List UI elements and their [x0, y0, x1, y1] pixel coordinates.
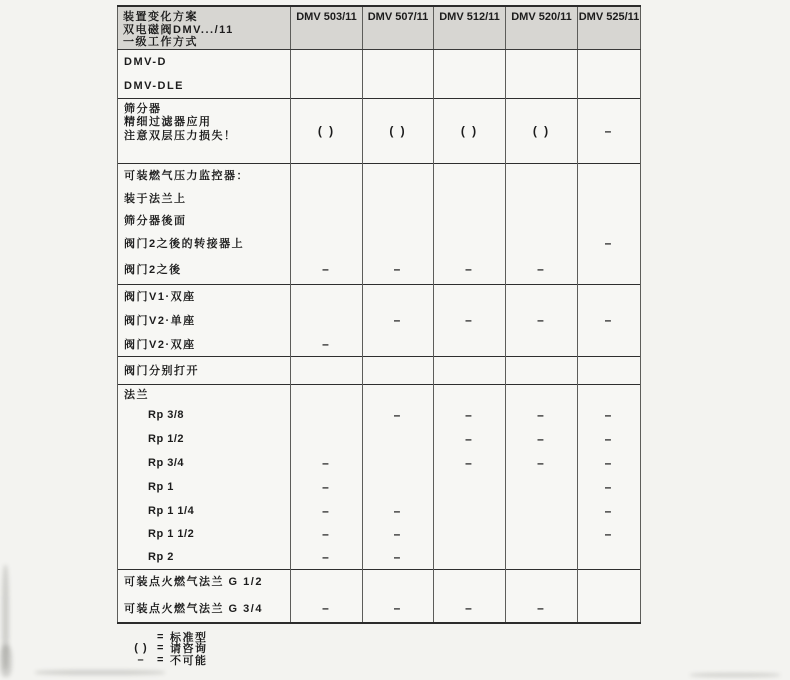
data-cell: – [578, 403, 641, 427]
data-cell [506, 163, 578, 187]
data-cell [291, 569, 363, 593]
data-cell [506, 499, 578, 522]
legend-row-not-possible [125, 654, 641, 666]
data-cell [291, 284, 363, 308]
data-cell: – [291, 475, 363, 499]
table-row [118, 356, 641, 384]
data-cell [291, 308, 363, 332]
row-label: 装于法兰上 [118, 187, 291, 209]
data-cell [578, 356, 641, 384]
table-body [118, 49, 641, 623]
data-cell [363, 475, 434, 499]
data-cell: – [506, 451, 578, 475]
row-label: Rp 3/8 [118, 403, 291, 427]
column-header-dmv-512-11: DMV 512/11 [434, 6, 506, 49]
column-header-dmv-520-11: DMV 520/11 [506, 6, 578, 49]
data-cell: – [578, 522, 641, 546]
data-cell: ( ) [291, 98, 363, 163]
table-title [118, 6, 291, 49]
row-label: Rp 1/2 [118, 427, 291, 451]
row-label: 阀门2之後的转接器上 [118, 231, 291, 254]
row-label: 阀门分别打开 [118, 356, 291, 384]
data-cell: – [363, 254, 434, 284]
table-row [118, 384, 641, 403]
data-cell: – [363, 522, 434, 546]
data-cell [506, 49, 578, 74]
legend-text-standard: 标准型 [170, 631, 208, 644]
data-cell [434, 475, 506, 499]
data-cell [363, 209, 434, 231]
data-cell [578, 569, 641, 593]
data-cell: – [578, 499, 641, 522]
data-cell [291, 231, 363, 254]
data-cell [363, 356, 434, 384]
row-label: Rp 1 1/2 [118, 522, 291, 546]
data-cell: – [291, 451, 363, 475]
data-cell [578, 209, 641, 231]
table-row [118, 593, 641, 623]
data-cell [434, 74, 506, 98]
data-cell [434, 231, 506, 254]
table-row [118, 522, 641, 546]
data-cell [506, 546, 578, 569]
row-label: 阀门V2·单座 [118, 308, 291, 332]
data-cell [506, 187, 578, 209]
data-cell [434, 49, 506, 74]
data-cell: – [506, 427, 578, 451]
data-cell [506, 74, 578, 98]
row-label: Rp 1 [118, 475, 291, 499]
data-cell: – [363, 499, 434, 522]
data-cell [434, 569, 506, 593]
equals-sign: = [157, 630, 164, 643]
data-cell [578, 163, 641, 187]
row-label [118, 98, 291, 163]
data-cell [363, 163, 434, 187]
table-row [118, 98, 641, 163]
data-cell [434, 546, 506, 569]
data-cell: – [434, 593, 506, 623]
data-cell: – [291, 332, 363, 356]
data-cell [363, 332, 434, 356]
table-row [118, 499, 641, 522]
data-cell: – [506, 403, 578, 427]
table-row [118, 475, 641, 499]
column-header-dmv-507-11: DMV 507/11 [363, 6, 434, 49]
data-cell: – [506, 308, 578, 332]
data-cell: – [506, 254, 578, 284]
data-cell [363, 427, 434, 451]
data-cell: – [434, 308, 506, 332]
data-cell [434, 384, 506, 403]
data-cell [291, 356, 363, 384]
table-row [118, 403, 641, 427]
table-title-line-3: 一级工作方式 [123, 36, 198, 48]
data-cell: – [291, 522, 363, 546]
table-title-line-2: 双电磁阀DMV.../11 [123, 23, 234, 36]
data-cell [578, 74, 641, 98]
data-cell [434, 499, 506, 522]
data-cell [291, 49, 363, 74]
scan-artifact [690, 673, 780, 677]
data-cell [363, 384, 434, 403]
data-cell [291, 163, 363, 187]
data-cell: – [578, 451, 641, 475]
row-label-line: 精细过滤器应用 [124, 116, 212, 128]
table-row [118, 254, 641, 284]
table-row [118, 74, 641, 98]
data-cell [434, 163, 506, 187]
data-cell: ( ) [363, 98, 434, 163]
row-label: Rp 2 [118, 546, 291, 569]
data-cell [434, 209, 506, 231]
row-label: DMV-D [118, 49, 291, 74]
data-cell [434, 522, 506, 546]
data-cell [578, 546, 641, 569]
data-cell [506, 475, 578, 499]
legend-text-consult: 请咨询 [170, 643, 208, 656]
data-cell [363, 569, 434, 593]
data-cell [363, 451, 434, 475]
data-cell [506, 209, 578, 231]
row-label: Rp 3/4 [118, 451, 291, 475]
data-cell [363, 74, 434, 98]
data-cell [506, 569, 578, 593]
row-label-line: 注意双层压力损失！ [124, 129, 237, 142]
data-cell [363, 284, 434, 308]
data-cell [363, 49, 434, 74]
row-label: 可装点火燃气法兰 G 3/4 [118, 593, 291, 623]
column-header-dmv-503-11: DMV 503/11 [291, 6, 363, 49]
table-row [118, 569, 641, 593]
data-cell: – [434, 451, 506, 475]
data-cell [506, 284, 578, 308]
data-cell: – [434, 403, 506, 427]
data-cell: – [363, 546, 434, 569]
table-row [118, 209, 641, 231]
data-cell: – [578, 231, 641, 254]
data-cell: – [363, 593, 434, 623]
row-label: 法兰 [118, 384, 291, 403]
table-title-line-1: 装置变化方案 [123, 11, 198, 23]
row-label: 阀门V2·双座 [118, 332, 291, 356]
scan-artifact [35, 670, 165, 675]
row-label-line: 筛分器 [124, 102, 162, 115]
data-cell [578, 284, 641, 308]
row-label: 可装燃气压力监控器： [118, 163, 291, 187]
data-cell [578, 332, 641, 356]
table-row [118, 427, 641, 451]
data-cell: – [578, 308, 641, 332]
row-label: Rp 1 1/4 [118, 499, 291, 522]
data-cell [578, 49, 641, 74]
legend-symbol-not-possible: – [137, 653, 145, 666]
data-cell: – [291, 593, 363, 623]
data-cell: – [291, 499, 363, 522]
scan-artifact [0, 645, 12, 677]
data-cell: – [434, 427, 506, 451]
data-cell [291, 427, 363, 451]
table-row [118, 284, 641, 308]
data-cell [578, 593, 641, 623]
header-row [118, 6, 641, 49]
data-cell [578, 187, 641, 209]
data-cell: – [578, 427, 641, 451]
table-row [118, 163, 641, 187]
data-cell [506, 356, 578, 384]
data-cell [291, 384, 363, 403]
data-cell [434, 284, 506, 308]
row-label: 阀门2之後 [118, 254, 291, 284]
table-row [118, 332, 641, 356]
table-row [118, 49, 641, 74]
data-cell [291, 187, 363, 209]
data-cell [291, 74, 363, 98]
legend [125, 631, 641, 666]
equals-sign: = [157, 653, 164, 666]
table-row [118, 231, 641, 254]
data-cell [506, 231, 578, 254]
data-cell [434, 187, 506, 209]
data-cell: ( ) [506, 98, 578, 163]
data-cell [578, 384, 641, 403]
data-cell [363, 187, 434, 209]
spec-sheet [117, 5, 641, 666]
row-label: 阀门V1·双座 [118, 284, 291, 308]
legend-text-not-possible: 不可能 [170, 654, 208, 667]
data-cell [291, 403, 363, 427]
data-cell: – [506, 593, 578, 623]
data-cell [434, 332, 506, 356]
legend-symbol-consult: ( ) [134, 642, 148, 655]
data-cell: – [578, 98, 641, 163]
column-header-dmv-525-11: DMV 525/11 [578, 6, 641, 49]
data-cell: ( ) [434, 98, 506, 163]
row-label: DMV-DLE [118, 74, 291, 98]
data-cell: – [291, 254, 363, 284]
data-cell [291, 209, 363, 231]
table-row [118, 546, 641, 569]
data-cell: – [291, 546, 363, 569]
equals-sign: = [157, 642, 164, 655]
data-cell [363, 231, 434, 254]
data-cell [506, 332, 578, 356]
data-cell: – [578, 475, 641, 499]
row-label: 可装点火燃气法兰 G 1/2 [118, 569, 291, 593]
data-cell: – [363, 403, 434, 427]
table-row [118, 308, 641, 332]
data-cell [506, 384, 578, 403]
row-label: 筛分器後面 [118, 209, 291, 231]
data-cell [434, 356, 506, 384]
table-row [118, 187, 641, 209]
table-row [118, 451, 641, 475]
spec-table [117, 5, 641, 624]
data-cell [578, 254, 641, 284]
data-cell: – [363, 308, 434, 332]
data-cell [506, 522, 578, 546]
data-cell: – [434, 254, 506, 284]
